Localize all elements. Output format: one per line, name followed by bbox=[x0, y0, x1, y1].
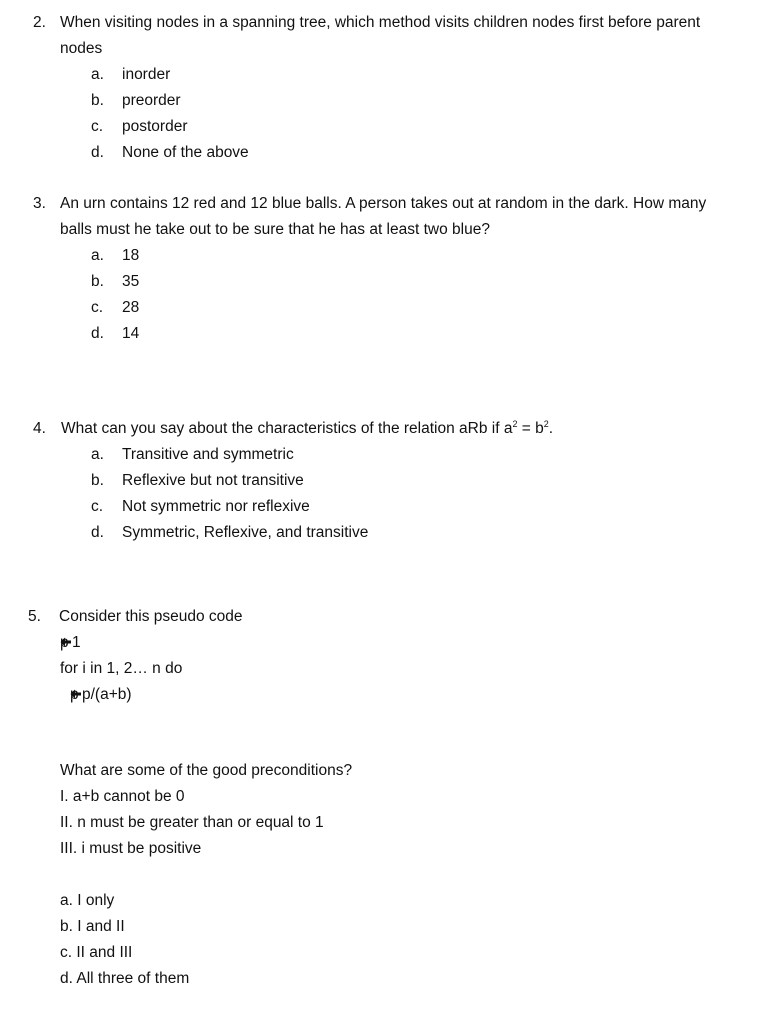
pseudo-code-line3 bbox=[0, 682, 783, 708]
condition-2-line bbox=[0, 810, 783, 836]
question-3-number: 3. bbox=[33, 195, 46, 212]
question-2-option-c bbox=[0, 114, 783, 140]
option-letter: c. bbox=[91, 299, 104, 316]
question-5-option-b bbox=[0, 914, 783, 940]
question-5-text: Consider this pseudo code bbox=[59, 608, 243, 625]
option-letter: a. bbox=[91, 446, 104, 463]
question-5-stem bbox=[0, 604, 783, 630]
option-letter: a. bbox=[91, 247, 104, 264]
question-3-text-line1: An urn contains 12 red and 12 blue balls. A person takes out at random in the dark. How many bbox=[60, 195, 707, 212]
option-text: Reflexive but not transitive bbox=[122, 472, 304, 489]
option-text: preorder bbox=[122, 92, 181, 109]
condition-1-line bbox=[0, 784, 783, 810]
option-text: 14 bbox=[122, 325, 140, 342]
condition-3: III. i must be positive bbox=[60, 840, 202, 857]
question-5-option-d bbox=[0, 966, 783, 992]
question-5-option-c bbox=[0, 940, 783, 966]
question-4 bbox=[0, 416, 783, 546]
option-letter: b. bbox=[91, 92, 104, 109]
question-5-prompt-line bbox=[0, 758, 783, 784]
question-5 bbox=[0, 604, 783, 992]
option-letter: a. bbox=[91, 66, 104, 83]
question-3-option-d bbox=[0, 321, 783, 347]
option-letter: b. bbox=[91, 273, 104, 290]
option-letter: c. bbox=[91, 498, 104, 515]
condition-1: I. a+b cannot be 0 bbox=[60, 788, 185, 805]
question-5-prompt: What are some of the good preconditions? bbox=[60, 762, 353, 779]
question-2-text-line1: When visiting nodes in a spanning tree, which method visits children nodes first before parent bbox=[60, 14, 701, 31]
question-3-stem-line1 bbox=[0, 191, 783, 217]
option-letter: c. bbox=[91, 118, 104, 135]
option-text: Symmetric, Reflexive, and transitive bbox=[122, 524, 369, 541]
question-3-text-line2: balls must he take out to be sure that he has at least two blue? bbox=[60, 221, 490, 238]
option-text: 35 bbox=[122, 273, 140, 290]
condition-2: II. n must be greater than or equal to 1 bbox=[60, 814, 324, 831]
pseudo-code-line1 bbox=[0, 630, 783, 656]
spacer bbox=[0, 862, 783, 888]
option-letter: b. bbox=[91, 472, 104, 489]
code-init-value: 1 bbox=[72, 634, 81, 651]
question-4-option-b bbox=[0, 468, 783, 494]
question-4-text-mid: = b bbox=[517, 420, 544, 437]
option-text: b. I and II bbox=[60, 918, 125, 935]
question-3-option-b bbox=[0, 269, 783, 295]
question-2-option-b bbox=[0, 88, 783, 114]
question-4-option-d bbox=[0, 520, 783, 546]
option-text: Transitive and symmetric bbox=[122, 446, 294, 463]
option-text: inorder bbox=[122, 66, 171, 83]
condition-3-line bbox=[0, 836, 783, 862]
option-text: a. I only bbox=[60, 892, 115, 909]
option-letter: d. bbox=[91, 325, 104, 342]
question-2 bbox=[0, 10, 783, 166]
question-2-text-line2: nodes bbox=[60, 40, 103, 57]
question-2-option-d bbox=[0, 140, 783, 166]
question-2-stem-line1 bbox=[0, 10, 783, 36]
question-3-option-c bbox=[0, 295, 783, 321]
question-4-text-suffix: . bbox=[548, 420, 554, 437]
question-4-superscript-a: 2 bbox=[512, 419, 518, 429]
option-text: postorder bbox=[122, 118, 188, 135]
question-4-option-a bbox=[0, 442, 783, 468]
question-3 bbox=[0, 191, 783, 347]
question-5-number: 5. bbox=[28, 608, 41, 625]
option-text: d. All three of them bbox=[60, 970, 190, 987]
pseudo-code-assign-update bbox=[70, 682, 132, 708]
question-4-text bbox=[61, 416, 553, 442]
question-5-option-a bbox=[0, 888, 783, 914]
question-2-option-a bbox=[0, 62, 783, 88]
question-4-stem bbox=[0, 416, 783, 442]
option-text: 28 bbox=[122, 299, 140, 316]
pseudo-code-line2 bbox=[0, 656, 783, 682]
question-3-option-a bbox=[0, 243, 783, 269]
code-var-p: p bbox=[60, 634, 69, 651]
question-2-number: 2. bbox=[33, 14, 46, 31]
pseudo-code-assign-init bbox=[60, 630, 81, 656]
question-2-stem-line2 bbox=[0, 36, 783, 62]
option-text: Not symmetric nor reflexive bbox=[122, 498, 310, 515]
option-text: 18 bbox=[122, 247, 140, 264]
question-4-superscript-b: 2 bbox=[543, 419, 549, 429]
spacer bbox=[0, 708, 783, 758]
question-4-option-c bbox=[0, 494, 783, 520]
option-letter: d. bbox=[91, 524, 104, 541]
code-var-p: p bbox=[70, 686, 79, 703]
option-text: None of the above bbox=[122, 144, 249, 161]
question-3-stem-line2 bbox=[0, 217, 783, 243]
question-4-number: 4. bbox=[33, 420, 46, 437]
pseudo-code-loop: for i in 1, 2… n do bbox=[60, 660, 183, 677]
question-4-text-prefix: What can you say about the characteristics of the relation aRb if a bbox=[61, 420, 513, 437]
option-text: c. II and III bbox=[60, 944, 133, 961]
code-update-expr: p/(a+b) bbox=[82, 686, 132, 703]
option-letter: d. bbox=[91, 144, 104, 161]
